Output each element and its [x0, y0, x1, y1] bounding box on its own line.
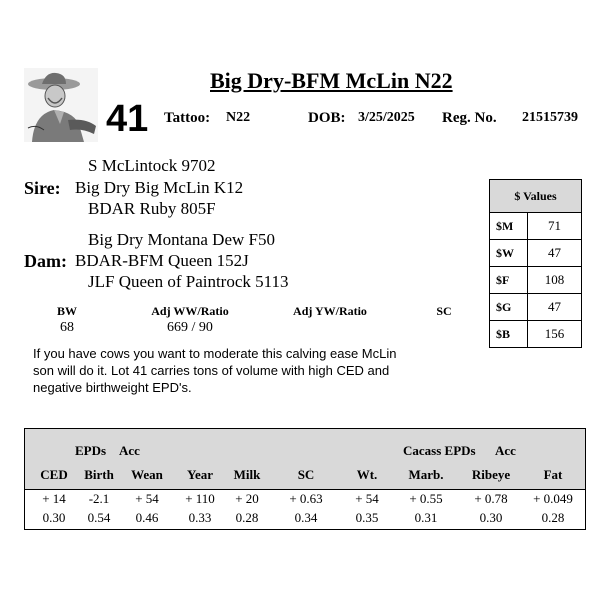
bw-value: 68	[60, 320, 74, 335]
epd-accuracy: 0.54	[87, 510, 111, 525]
dollar-value-row	[490, 321, 582, 348]
dollar-values-table	[489, 179, 582, 348]
epd-table	[24, 428, 586, 530]
epd-value: + 54	[135, 491, 159, 506]
epd-column-header: Wean	[131, 467, 163, 482]
epd-column-header: SC	[297, 467, 315, 482]
lot-description: If you have cows you want to moderate this calving ease McLin son will do it. Lot 41 carries tons of volume with high CED and negative birthweight EPD's.	[33, 346, 397, 395]
dollar-value-row	[490, 267, 582, 294]
dollar-value-key: $M	[490, 213, 528, 240]
sire-name: Big Dry Big McLin K12	[75, 178, 244, 197]
epd-accuracy: 0.28	[235, 510, 259, 525]
ww-value: 669 / 90	[167, 320, 213, 335]
dollar-value-row	[490, 240, 582, 267]
dollar-value-key: $G	[490, 294, 528, 321]
epd-column-header: Ribeye	[471, 467, 511, 482]
epd-column-header: Wt.	[356, 467, 378, 482]
sc-label: SC	[436, 304, 452, 318]
epd-value: -2.1	[88, 491, 110, 506]
ww-label: Adj WW/Ratio	[151, 304, 229, 318]
epd-accuracy: 0.30	[42, 510, 66, 525]
dollar-value: 71	[528, 213, 582, 240]
dam-dam: JLF Queen of Paintrock 5113	[88, 272, 289, 291]
dam-sire: Big Dry Montana Dew F50	[88, 230, 275, 249]
carcass-acc-label: Acc	[495, 443, 516, 458]
dollar-value-row	[490, 294, 582, 321]
dam-label: Dam:	[24, 251, 67, 271]
dam-name: BDAR-BFM Queen 152J	[75, 251, 249, 270]
epd-column-header: Marb.	[408, 467, 444, 482]
sire-sire: S McLintock 9702	[88, 156, 216, 175]
dollar-value-row	[490, 213, 582, 240]
epd-column-header: Birth	[84, 467, 114, 482]
carcass-group-label: Cacass EPDs	[403, 443, 476, 458]
epd-accuracy: 0.31	[414, 510, 438, 525]
epd-column-header: CED	[40, 467, 68, 482]
epd-value: + 14	[42, 491, 66, 506]
dollar-values-header: $ Values	[490, 180, 582, 213]
dollar-value-key: $B	[490, 321, 528, 348]
epd-value: + 20	[235, 491, 259, 506]
epd-accuracy: 0.33	[188, 510, 212, 525]
sire-dam: BDAR Ruby 805F	[88, 199, 216, 218]
tattoo-value: N22	[226, 110, 251, 125]
reg-value: 21515739	[522, 110, 578, 125]
cowboy-logo	[24, 68, 98, 142]
epd-accuracy: 0.30	[479, 510, 503, 525]
bw-label: BW	[56, 304, 77, 318]
epd-accuracy: 0.28	[541, 510, 565, 525]
epd-value: + 54	[355, 491, 379, 506]
dob-label: DOB:	[308, 110, 346, 126]
dollar-value: 156	[528, 321, 582, 348]
epd-accuracy: 0.46	[135, 510, 159, 525]
yw-label: Adj YW/Ratio	[293, 304, 367, 318]
epd-value: + 0.78	[474, 491, 508, 506]
epd-value: + 0.63	[289, 491, 323, 506]
epd-accuracy: 0.34	[294, 510, 318, 525]
epd-column-header: Year	[187, 467, 213, 482]
animal-title: Big Dry-BFM McLin N22	[210, 68, 453, 93]
reg-label: Reg. No.	[442, 110, 497, 126]
dob-value: 3/25/2025	[358, 110, 415, 125]
epd-value: + 0.049	[533, 491, 573, 506]
epd-column-header: Fat	[543, 467, 563, 482]
sire-label: Sire:	[24, 178, 61, 198]
dollar-value: 47	[528, 294, 582, 321]
dollar-value: 47	[528, 240, 582, 267]
epd-group-label: EPDs	[75, 443, 107, 458]
epd-value: + 110	[185, 491, 215, 506]
dollar-value-key: $W	[490, 240, 528, 267]
lot-number: 41	[106, 98, 149, 140]
epd-value: + 0.55	[409, 491, 443, 506]
tattoo-label: Tattoo:	[164, 110, 211, 126]
dollar-value-key: $F	[490, 267, 528, 294]
dollar-value: 108	[528, 267, 582, 294]
epd-accuracy: 0.35	[355, 510, 379, 525]
epd-column-header: Milk	[233, 467, 261, 482]
epd-acc-label: Acc	[119, 443, 140, 458]
